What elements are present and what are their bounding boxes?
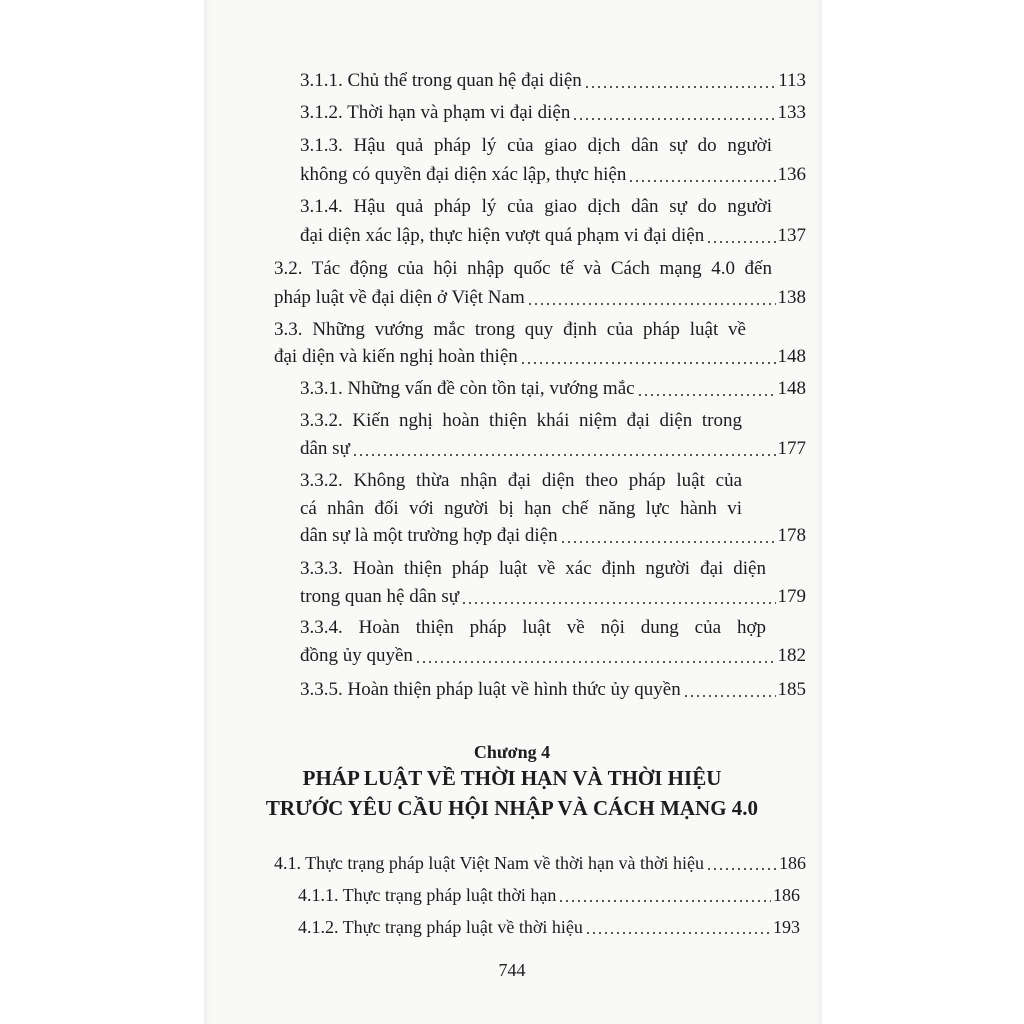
toc-entry-line: 3.1.4. Hậu quả pháp lý của giao dịch dân sự do người — [300, 196, 772, 217]
chapter-title-line-1: PHÁP LUẬT VỀ THỜI HẠN VÀ THỜI HIỆU — [302, 766, 722, 790]
toc-entry-page: 186 — [779, 853, 806, 873]
dot-leader — [637, 394, 776, 396]
toc-entry-title: đại diện và kiến nghị hoàn thiện — [274, 346, 518, 367]
toc-entry-line: 3.2. Tác động của hội nhập quốc tế và Cách mạng 4.0 đến — [274, 258, 772, 279]
toc-entry — [274, 346, 806, 368]
page-number: 744 — [498, 960, 526, 980]
toc-entry — [298, 916, 800, 938]
toc-entry-title: 4.1.1. Thực trạng pháp luật thời hạn — [298, 885, 557, 905]
toc-entry-title: 4.1. Thực trạng pháp luật Việt Nam về thời hạn và thời hiệu — [274, 853, 704, 873]
toc-entry-page: 136 — [777, 164, 806, 185]
dot-leader — [558, 900, 771, 902]
toc-entry-line: cá nhân đối với người bị hạn chế năng lực hành vi — [300, 498, 742, 519]
dot-leader — [683, 695, 776, 697]
toc-entry — [300, 645, 806, 667]
toc-entry — [300, 438, 806, 460]
toc-entry — [298, 884, 800, 906]
toc-entry — [300, 164, 806, 186]
toc-entry-page: 137 — [777, 225, 806, 246]
toc-entry — [274, 852, 806, 874]
toc-entry-line: 3.1.3. Hậu quả pháp lý của giao dịch dân sự do người — [300, 135, 772, 156]
toc-entry — [300, 679, 806, 701]
toc-entry-page: 178 — [777, 525, 806, 546]
toc-entry — [274, 287, 806, 309]
toc-entry-title: 3.1.1. Chủ thể trong quan hệ đại diện — [300, 70, 582, 91]
toc-entry-line: 3.3.2. Kiến nghị hoàn thiện khái niệm đại diện trong — [300, 410, 742, 431]
toc-entry-title: trong quan hệ dân sự — [300, 586, 460, 607]
dot-leader — [584, 86, 776, 88]
toc-entry-title: dân sự là một trường hợp đại diện — [300, 525, 558, 546]
dot-leader — [706, 868, 777, 870]
dot-leader — [415, 661, 776, 663]
chapter-number: Chương 4 — [473, 742, 551, 762]
toc-entry-page: 148 — [777, 346, 806, 367]
toc-entry-title: đồng ủy quyền — [300, 645, 413, 666]
dot-leader — [628, 180, 775, 182]
toc-entry-page: 185 — [777, 679, 806, 700]
dot-leader — [560, 541, 776, 543]
toc-entry-title: không có quyền đại diện xác lập, thực hiện — [300, 164, 627, 185]
dot-leader — [527, 303, 776, 305]
toc-entry — [300, 225, 806, 247]
toc-entry-page: 186 — [773, 885, 800, 905]
dot-leader — [585, 932, 771, 934]
toc-entry-title: pháp luật về đại diện ở Việt Nam — [274, 287, 525, 308]
toc-entry — [300, 102, 806, 124]
toc-entry-page: 133 — [777, 102, 806, 123]
toc-entry-title: dân sự — [300, 438, 350, 459]
dot-leader — [572, 118, 775, 120]
dot-leader — [461, 602, 775, 604]
toc-entry-page: 177 — [777, 438, 806, 459]
toc-entry-page: 113 — [778, 70, 806, 91]
dot-leader — [352, 454, 776, 456]
toc-entry-line: 3.3.4. Hoàn thiện pháp luật về nội dung của hợp — [300, 617, 766, 638]
toc-entry — [300, 525, 806, 547]
toc-entry-title: đại diện xác lập, thực hiện vượt quá phạm vi đại diện — [300, 225, 705, 246]
toc-entry-title: 3.3.1. Những vấn đề còn tồn tại, vướng mắc — [300, 378, 635, 399]
toc-entry-page: 148 — [777, 378, 806, 399]
toc-entry — [300, 378, 806, 400]
toc-entry-title: 3.1.2. Thời hạn và phạm vi đại diện — [300, 102, 571, 123]
toc-entry-line: 3.3.2. Không thừa nhận đại diện theo pháp luật của — [300, 470, 742, 491]
dot-leader — [706, 241, 775, 243]
toc-entry-line: 3.3. Những vướng mắc trong quy định của pháp luật về — [274, 319, 746, 340]
toc-entry-title: 4.1.2. Thực trạng pháp luật về thời hiệu — [298, 917, 583, 937]
toc-entry-page: 179 — [777, 586, 806, 607]
toc-entry-page: 138 — [777, 287, 806, 308]
dot-leader — [520, 362, 776, 364]
toc-entry-page: 193 — [773, 917, 800, 937]
chapter-title-line-2: TRƯỚC YÊU CẦU HỘI NHẬP VÀ CÁCH MẠNG 4.0 — [265, 796, 759, 820]
toc-entry — [300, 586, 806, 608]
toc-entry-page: 182 — [777, 645, 806, 666]
toc-entry — [300, 70, 806, 92]
toc-entry-title: 3.3.5. Hoàn thiện pháp luật về hình thức ủy quyền — [300, 679, 681, 700]
toc-entry-line: 3.3.3. Hoàn thiện pháp luật về xác định người đại diện — [300, 558, 766, 579]
